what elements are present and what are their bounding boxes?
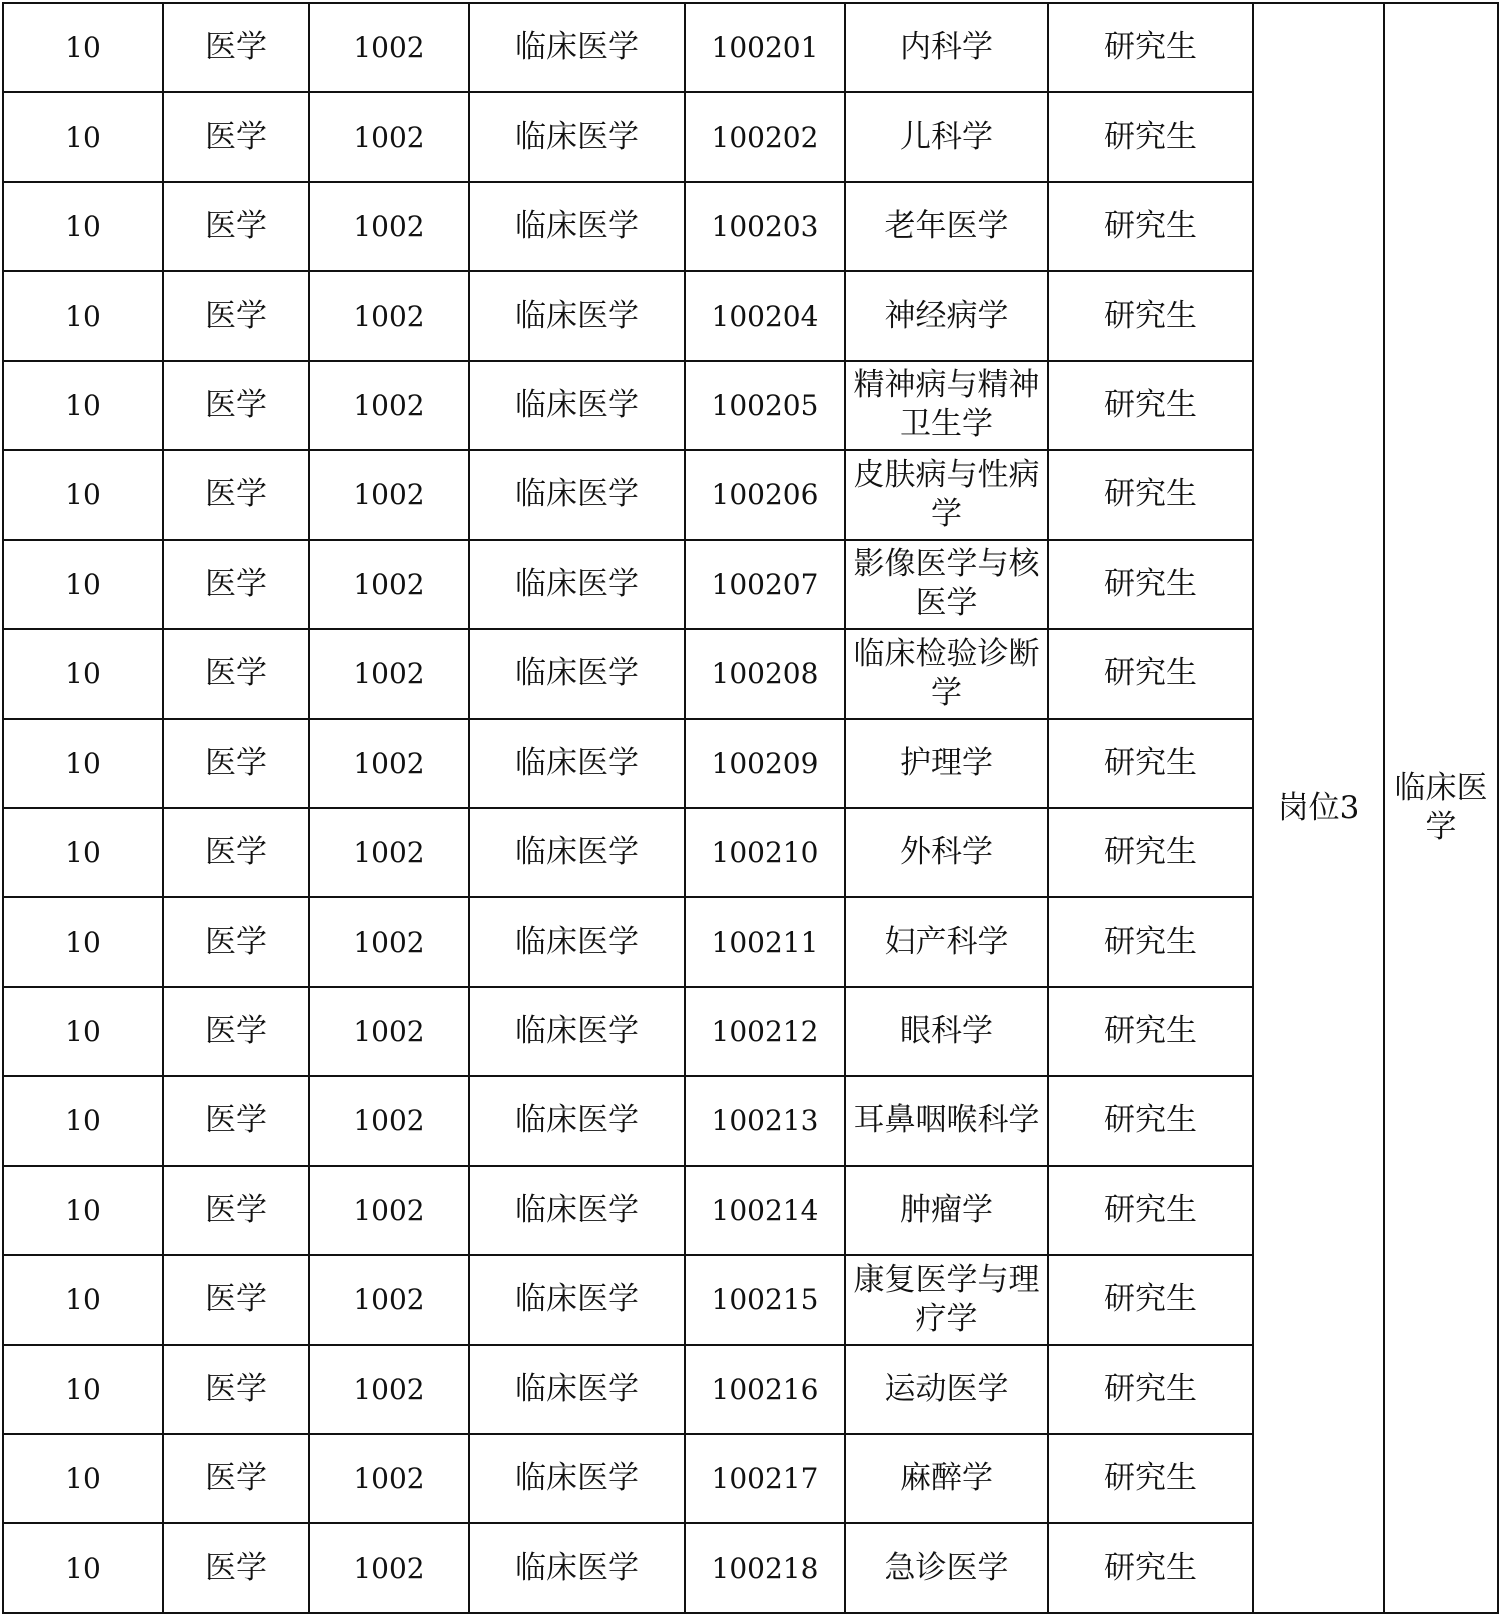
category-name-cell: 医学: [163, 92, 309, 181]
category-code-cell: 10: [3, 897, 163, 986]
first-level-name-cell: 临床医学: [469, 1523, 685, 1613]
category-name-cell: 医学: [163, 808, 309, 897]
position-cell: 岗位3: [1253, 3, 1384, 1613]
category-code-cell: 10: [3, 1166, 163, 1255]
category-code-cell: 10: [3, 540, 163, 629]
second-level-code-cell: 100204: [685, 271, 845, 360]
second-level-name-cell: 临床检验诊断学: [845, 629, 1048, 718]
first-level-name-cell: 临床医学: [469, 897, 685, 986]
first-level-code-cell: 1002: [309, 1076, 469, 1165]
second-level-code-cell: 100207: [685, 540, 845, 629]
category-name-cell: 医学: [163, 540, 309, 629]
first-level-name-cell: 临床医学: [469, 719, 685, 808]
first-level-code-cell: 1002: [309, 629, 469, 718]
category-name-cell: 医学: [163, 271, 309, 360]
category-name-cell: 医学: [163, 1076, 309, 1165]
first-level-code-cell: 1002: [309, 3, 469, 92]
category-name-cell: 医学: [163, 3, 309, 92]
second-level-code-cell: 100202: [685, 92, 845, 181]
category-name-cell: 医学: [163, 361, 309, 450]
education-level-cell: 研究生: [1048, 3, 1253, 92]
first-level-name-cell: 临床医学: [469, 1255, 685, 1344]
first-level-name-cell: 临床医学: [469, 361, 685, 450]
first-level-code-cell: 1002: [309, 1434, 469, 1523]
category-name-cell: 医学: [163, 1434, 309, 1523]
category-code-cell: 10: [3, 3, 163, 92]
second-level-code-cell: 100218: [685, 1523, 845, 1613]
education-level-cell: 研究生: [1048, 1523, 1253, 1613]
category-name-cell: 医学: [163, 987, 309, 1076]
category-code-cell: 10: [3, 1523, 163, 1613]
category-name-cell: 医学: [163, 719, 309, 808]
education-level-cell: 研究生: [1048, 1166, 1253, 1255]
first-level-code-cell: 1002: [309, 450, 469, 539]
second-level-code-cell: 100215: [685, 1255, 845, 1344]
second-level-name-cell: 妇产科学: [845, 897, 1048, 986]
category-code-cell: 10: [3, 808, 163, 897]
specialty-cell: 临床医学: [1384, 3, 1498, 1613]
category-name-cell: 医学: [163, 1523, 309, 1613]
education-level-cell: 研究生: [1048, 629, 1253, 718]
category-code-cell: 10: [3, 271, 163, 360]
second-level-code-cell: 100206: [685, 450, 845, 539]
category-name-cell: 医学: [163, 1345, 309, 1434]
education-level-cell: 研究生: [1048, 719, 1253, 808]
table-body: [3, 3, 1498, 1613]
category-name-cell: 医学: [163, 182, 309, 271]
first-level-code-cell: 1002: [309, 361, 469, 450]
first-level-name-cell: 临床医学: [469, 271, 685, 360]
category-code-cell: 10: [3, 629, 163, 718]
discipline-table: [2, 2, 1499, 1614]
second-level-code-cell: 100205: [685, 361, 845, 450]
first-level-name-cell: 临床医学: [469, 540, 685, 629]
table-row: [3, 3, 1498, 92]
education-level-cell: 研究生: [1048, 987, 1253, 1076]
education-level-cell: 研究生: [1048, 1076, 1253, 1165]
second-level-code-cell: 100213: [685, 1076, 845, 1165]
first-level-name-cell: 临床医学: [469, 987, 685, 1076]
category-code-cell: 10: [3, 987, 163, 1076]
second-level-name-cell: 运动医学: [845, 1345, 1048, 1434]
education-level-cell: 研究生: [1048, 540, 1253, 629]
category-code-cell: 10: [3, 719, 163, 808]
first-level-name-cell: 临床医学: [469, 3, 685, 92]
second-level-code-cell: 100214: [685, 1166, 845, 1255]
second-level-name-cell: 眼科学: [845, 987, 1048, 1076]
second-level-name-cell: 影像医学与核医学: [845, 540, 1048, 629]
category-code-cell: 10: [3, 450, 163, 539]
first-level-name-cell: 临床医学: [469, 1434, 685, 1523]
second-level-name-cell: 急诊医学: [845, 1523, 1048, 1613]
second-level-name-cell: 皮肤病与性病学: [845, 450, 1048, 539]
second-level-name-cell: 耳鼻咽喉科学: [845, 1076, 1048, 1165]
second-level-code-cell: 100212: [685, 987, 845, 1076]
first-level-code-cell: 1002: [309, 987, 469, 1076]
education-level-cell: 研究生: [1048, 182, 1253, 271]
first-level-code-cell: 1002: [309, 1166, 469, 1255]
second-level-name-cell: 康复医学与理疗学: [845, 1255, 1048, 1344]
first-level-code-cell: 1002: [309, 1345, 469, 1434]
category-name-cell: 医学: [163, 1255, 309, 1344]
second-level-name-cell: 儿科学: [845, 92, 1048, 181]
category-code-cell: 10: [3, 182, 163, 271]
second-level-code-cell: 100203: [685, 182, 845, 271]
first-level-code-cell: 1002: [309, 808, 469, 897]
education-level-cell: 研究生: [1048, 1345, 1253, 1434]
education-level-cell: 研究生: [1048, 361, 1253, 450]
second-level-name-cell: 外科学: [845, 808, 1048, 897]
first-level-code-cell: 1002: [309, 540, 469, 629]
first-level-name-cell: 临床医学: [469, 1345, 685, 1434]
second-level-name-cell: 神经病学: [845, 271, 1048, 360]
first-level-name-cell: 临床医学: [469, 1076, 685, 1165]
first-level-name-cell: 临床医学: [469, 182, 685, 271]
second-level-name-cell: 麻醉学: [845, 1434, 1048, 1523]
first-level-code-cell: 1002: [309, 1523, 469, 1613]
category-code-cell: 10: [3, 1255, 163, 1344]
category-code-cell: 10: [3, 361, 163, 450]
first-level-name-cell: 临床医学: [469, 450, 685, 539]
second-level-code-cell: 100201: [685, 3, 845, 92]
second-level-code-cell: 100211: [685, 897, 845, 986]
first-level-code-cell: 1002: [309, 182, 469, 271]
first-level-name-cell: 临床医学: [469, 629, 685, 718]
education-level-cell: 研究生: [1048, 808, 1253, 897]
first-level-code-cell: 1002: [309, 1255, 469, 1344]
category-code-cell: 10: [3, 1076, 163, 1165]
second-level-name-cell: 内科学: [845, 3, 1048, 92]
first-level-name-cell: 临床医学: [469, 808, 685, 897]
category-name-cell: 医学: [163, 897, 309, 986]
first-level-name-cell: 临床医学: [469, 1166, 685, 1255]
second-level-code-cell: 100217: [685, 1434, 845, 1523]
category-name-cell: 医学: [163, 1166, 309, 1255]
first-level-code-cell: 1002: [309, 719, 469, 808]
education-level-cell: 研究生: [1048, 1434, 1253, 1523]
second-level-code-cell: 100209: [685, 719, 845, 808]
category-code-cell: 10: [3, 92, 163, 181]
education-level-cell: 研究生: [1048, 450, 1253, 539]
education-level-cell: 研究生: [1048, 897, 1253, 986]
second-level-name-cell: 精神病与精神卫生学: [845, 361, 1048, 450]
second-level-name-cell: 护理学: [845, 719, 1048, 808]
second-level-code-cell: 100210: [685, 808, 845, 897]
category-name-cell: 医学: [163, 629, 309, 718]
education-level-cell: 研究生: [1048, 1255, 1253, 1344]
second-level-name-cell: 肿瘤学: [845, 1166, 1048, 1255]
category-code-cell: 10: [3, 1345, 163, 1434]
first-level-code-cell: 1002: [309, 897, 469, 986]
second-level-code-cell: 100208: [685, 629, 845, 718]
first-level-name-cell: 临床医学: [469, 92, 685, 181]
category-code-cell: 10: [3, 1434, 163, 1523]
category-name-cell: 医学: [163, 450, 309, 539]
second-level-name-cell: 老年医学: [845, 182, 1048, 271]
first-level-code-cell: 1002: [309, 92, 469, 181]
education-level-cell: 研究生: [1048, 92, 1253, 181]
education-level-cell: 研究生: [1048, 271, 1253, 360]
first-level-code-cell: 1002: [309, 271, 469, 360]
second-level-code-cell: 100216: [685, 1345, 845, 1434]
